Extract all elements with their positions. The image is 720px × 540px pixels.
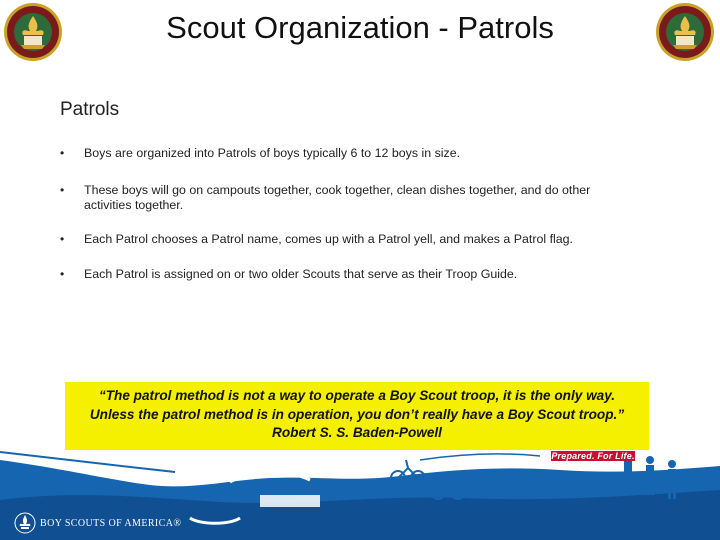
council-emblem-icon — [3, 2, 63, 62]
tagline-badge: Prepared. For Life. — [551, 451, 635, 461]
bullet-item — [60, 183, 640, 213]
bullet-item — [60, 146, 640, 161]
bullet-item — [60, 267, 640, 282]
quote-line: Unless the patrol method is in operation, you don’t really have a Boy Scout troop.” — [89, 406, 625, 422]
quote-box — [65, 382, 649, 450]
cyclist-icon — [431, 474, 465, 499]
org-name: BOY SCOUTS OF AMERICA® — [40, 517, 182, 529]
hiker-icon — [668, 460, 676, 499]
bullet-marker: • — [60, 232, 65, 246]
cyclist-icon — [391, 460, 425, 485]
bullet-marker: • — [60, 267, 65, 281]
bullet-text: These boys will go on campouts together, cook together, clean dishes together, and do other activities together. — [84, 183, 591, 212]
quote-line: “The patrol method is not a way to operate a Boy Scout troop, it is the only way. — [98, 388, 616, 403]
activity-silhouettes — [380, 448, 700, 508]
bullet-list — [60, 146, 640, 282]
bullet-text: Each Patrol is assigned on or two older Scouts that serve as their Troop Guide. — [84, 267, 518, 281]
bullet-text: Each Patrol chooses a Patrol name, comes up with a Patrol yell, and makes a Patrol flag. — [84, 232, 573, 246]
bullet-marker: • — [60, 183, 65, 197]
bullet-item — [60, 232, 640, 247]
hiker-icon — [646, 456, 654, 495]
council-emblem-icon — [655, 2, 715, 62]
quote-attribution: Robert S. S. Baden-Powell — [272, 425, 442, 440]
bsa-logo — [14, 512, 181, 534]
fleur-de-lis-icon — [14, 512, 36, 534]
bullet-text: Boys are organized into Patrols of boys typically 6 to 12 boys in size. — [84, 146, 461, 160]
slide-title: Scout Organization - Patrols — [166, 10, 554, 45]
bullet-marker: • — [60, 146, 65, 160]
section-heading: Patrols — [60, 99, 120, 120]
